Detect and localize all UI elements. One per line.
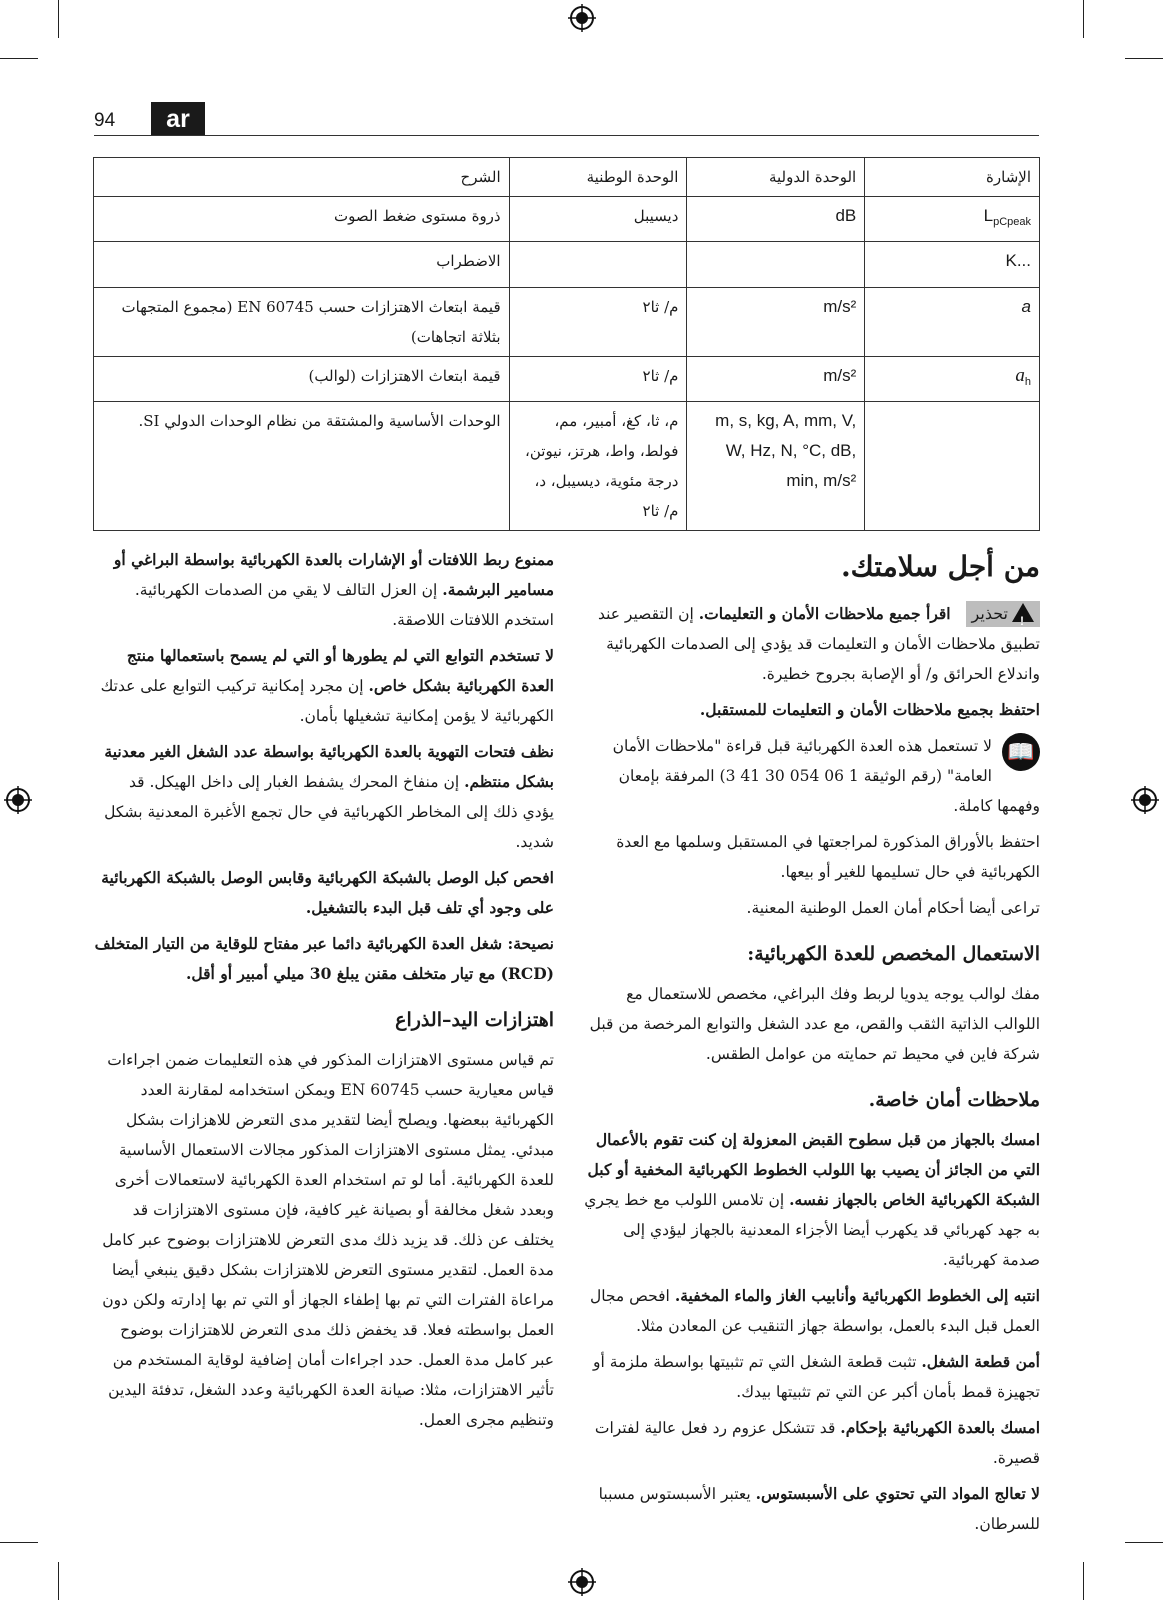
registration-mark-icon [568, 4, 596, 32]
safety-bold-text: امسك بالعدة الكهربائية بإحكام. [840, 1418, 1040, 1437]
safety-text: يعتبر الأسبستوس مسببا للسرطان. [598, 1485, 1040, 1533]
read-manual-text: لا تستعمل هذه العدة الكهربائية قبل قراءة "ملاحظات الأمان العامة" (رقم الوثيقة 1 06 054 30 41 3) المرفقة بإمعان وفهمها كاملة. [612, 737, 1040, 815]
cell-international-unit: dB [687, 197, 865, 242]
section-title-safety: من أجل سلامتك. [840, 550, 1040, 583]
language-tag: ar [151, 102, 205, 136]
safety-paragraph [94, 641, 554, 731]
warning-label: تحذير [971, 604, 1008, 623]
cell-international-unit: m/s² [687, 288, 865, 357]
safety-paragraph [583, 1125, 1040, 1275]
read-manual-paragraph [583, 731, 1040, 821]
cell-description: الوحدات الأساسية والمشتقة من نظام الوحدات الدولي SI. [94, 402, 510, 531]
safety-text: إن مجرد إمكانية تركيب التوابع على عدتك الكهربائية لا يؤمن إمكانية تشغيلها بأمان. [100, 677, 554, 725]
cell-description: الاضطراب [94, 242, 510, 288]
section-title-intended-use: الاستعمال المخصص للعدة الكهربائية: [747, 943, 1040, 965]
symbol-main: L [983, 206, 994, 225]
warning-label-box [966, 601, 1040, 627]
safety-paragraph [94, 545, 554, 635]
header-symbol: الإشارة [865, 158, 1040, 197]
warning-bold-text: اقرأ جميع ملاحظات الأمان و التعليمات. [698, 604, 951, 623]
cell-description: قيمة ابتعاث الاهتزازات حسب EN 60745 (مجموع المتجهات بثلاثة اتجاهات) [94, 288, 510, 357]
crop-mark [0, 1542, 38, 1543]
cell-description: ذروة مستوى ضغط الصوت [94, 197, 510, 242]
keep-documents-text: احتفظ بالأوراق المذكورة لمراجعتها في المستقبل وسلمها مع العدة الكهربائية في حال تسليمها للغير أو بيعها. [616, 833, 1040, 881]
safety-text: قد تتشكل عزوم رد فعل عالية لفترات قصيرة. [594, 1419, 1040, 1467]
table-row [94, 357, 1040, 402]
cell-national-unit: ديسيبل [509, 197, 687, 242]
safety-text: إن العزل التالف لا يقي من الصدمات الكهربائية. استخدم اللافتات اللاصقة. [134, 581, 554, 629]
crop-mark [1083, 1562, 1084, 1600]
rcd-tip-text: نصيحة: شغل العدة الكهربائية دائما عبر مفتاح للوقاية من التيار المتخلف (RCD) مع تيار متخلف مقنن يبلغ 30 ميلي أمبير أو أقل. [94, 934, 554, 983]
cell-symbol [865, 402, 1040, 531]
safety-text: تثبت قطعة الشغل التي تم تثبيتها بواسطة ملزمة أو تجهيزة قمط بأمان أكبر عن التي تم تثبيتها بيدك. [593, 1353, 1040, 1401]
safety-bold-text: امسك بالجهاز من قبل سطوح القبض المعزولة إن كنت تقوم بالأعمال التي من الجائز أن يصيب بها اللولب الخطوط الكهربائية المخفية أو كبل الشبكة الكهربائية الخاص بالجهاز نفسه. [587, 1130, 1040, 1209]
safety-bold-text: انتبه إلى الخطوط الكهربائية وأنابيب الغاز والماء المخفية. [674, 1286, 1040, 1305]
table-row [94, 402, 1040, 531]
safety-paragraph [583, 1413, 1040, 1473]
read-manual-icon: 📖 [1002, 733, 1040, 771]
cell-symbol: a [865, 288, 1040, 357]
header-description: الشرح [94, 158, 510, 197]
safety-bold-text: ممنوع ربط اللافتات أو الإشارات بالعدة الكهربائية بواسطة البراغي أو مسامير البرشمة. [113, 550, 554, 599]
warning-triangle-icon: ! [1012, 603, 1034, 622]
cell-symbol [865, 357, 1040, 402]
left-column [94, 545, 554, 1441]
vibration-text: تم قياس مستوى الاهتزازات المذكور في هذه التعليمات ضمن اجراءات قياس معيارية حسب EN 60745 ويمكن استخدامه لمقارنة العدد الكهربائية ببعضها. ويصلح أيضا لتقدير مدى التعرض للاهزازات بشكل مبدئي. يمثل مستوى الاهتزازات المذكور مجالات الاستعمال الأساسية للعدة الكهربائية. أما لو تم استخدام العدة الكهربائية لاستعمالات أخرى وبعدد شغل مخالفة أو بصيانة غير كافية، فإن مستوى الاهتزازات قد يختلف عن ذلك. قد يزيد ذلك مدى التعرض للاهتزازات بوضوح عبر كامل مدة العمل. لتقدير مستوى التعرض للاهتزازات بشكل دقيق ينبغي أيضا مراعاة الفترات التي تم بها إطفاء الجهاز أو التي تم بها إدارته ولكن دون العمل بواسطته فعلا. قد يخفض ذلك مدى التعرض للاهتزازات بوضوح عبر كامل مدة العمل. حدد اجراءات أمان إضافية لوقاية المستخدم من تأثير الاهتزازات، مثلا: صيانة العدة الكهربائية وعدد الشغل، تدفئة اليدين وتنظيم مجرى العمل. [102, 1051, 554, 1429]
intended-use-text: مفك لوالب يوجه يدويا لربط وفك البراغي، مخصص للاستعمال مع اللوالب الذاتية الثقب والقص، مع عدد الشغل والتوابع المرخصة من قبل شركة فاين في محيط تم حمايته من عوامل الطقس. [589, 985, 1040, 1063]
safety-bold-text: أمن قطعة الشغل. [921, 1352, 1040, 1371]
safety-bold-text: لا تستخدم التوابع التي لم يطورها أو التي لم يسمح باستعمالها منتج العدة الكهربائية بشكل خاص. [126, 646, 554, 695]
cell-symbol: K... [865, 242, 1040, 288]
keep-instructions-text: احتفظ بجميع ملاحظات الأمان و التعليمات للمستقبل. [699, 700, 1040, 719]
cell-national-unit: م/ ثا٢ [509, 357, 687, 402]
cell-symbol [865, 197, 1040, 242]
symbol-subscript: pCpeak [993, 216, 1031, 228]
units-table [93, 157, 1040, 531]
registration-mark-icon [4, 786, 32, 814]
crop-mark [1125, 1542, 1163, 1543]
registration-mark-icon [1131, 786, 1159, 814]
page-number: 94 [94, 110, 116, 131]
safety-text: إن تلامس اللولب مع خط يجري به جهد كهربائي قد يكهرب أيضا الأجزاء المعدنية بالجهاز ليؤدي إلى صدمة كهربائية. [584, 1191, 1040, 1269]
cell-international-unit: m/s² [687, 357, 865, 402]
cell-description: قيمة ابتعاث الاهتزازات (لوالب) [94, 357, 510, 402]
table-row [94, 288, 1040, 357]
table-row [94, 242, 1040, 288]
safety-text: افحص مجال العمل قبل البدء بالعمل، بواسطة جهاز التنقيب عن المعادن مثلا. [589, 1287, 1040, 1335]
header-rule [94, 135, 1039, 136]
cell-national-unit [509, 242, 687, 288]
safety-bold-text: لا تعالج المواد التي تحتوي على الأسبستوس. [755, 1484, 1040, 1503]
safety-paragraph [583, 1479, 1040, 1539]
crop-mark [58, 0, 59, 38]
section-title-vibration: اهتزازات اليد–الذراع [395, 1009, 554, 1031]
cell-international-unit: m, s, kg, A, mm, V, W, Hz, N, °C, dB, min, m/s² [687, 402, 865, 531]
cell-national-unit: م، ثا، كغ، أمبير، مم، فولط، واط، هرتز، نيوتن، درجة مئوية، ديسيبل، د، م/ ثا٢ [509, 402, 687, 531]
warning-text: إن التقصير عند تطبيق ملاحظات الأمان و التعليمات قد يؤدي إلى الصدمات الكهربائية واندلاع الحرائق و/ أو الإصابة بجروح خطيرة. [597, 605, 1040, 683]
cell-national-unit: م/ ثا٢ [509, 288, 687, 357]
crop-mark [0, 58, 38, 59]
warning-paragraph [583, 599, 1040, 689]
crop-mark [58, 1562, 59, 1600]
table-header-row [94, 158, 1040, 197]
safety-text: إن منفاخ المحرك يشفط الغبار إلى داخل الهيكل. قد يؤدي ذلك إلى المخاطر الكهربائية في حال تجمع الأغبرة المعدنية بشكل شديد. [104, 773, 554, 851]
symbol-subscript: h [1024, 376, 1031, 388]
header-international-unit: الوحدة الدولية [687, 158, 865, 197]
cell-international-unit [687, 242, 865, 288]
national-rules-text: تراعى أيضا أحكام أمان العمل الوطنية المعنية. [746, 899, 1040, 917]
crop-mark [1125, 58, 1163, 59]
header-national-unit: الوحدة الوطنية [509, 158, 687, 197]
crop-mark [1083, 0, 1084, 38]
table-row [94, 197, 1040, 242]
safety-paragraph [583, 1347, 1040, 1407]
section-title-special-safety: ملاحظات أمان خاصة. [868, 1089, 1040, 1111]
registration-mark-icon [568, 1568, 596, 1596]
safety-bold-text: نظف فتحات التهوية بالعدة الكهربائية بواسطة عدد الشغل الغير معدنية بشكل منتظم. [104, 742, 554, 791]
safety-bold-text: افحص كبل الوصل بالشبكة الكهربائية وقابس الوصل بالشبكة الكهربائية على وجود أي تلف قبل البدء بالتشغيل. [101, 868, 554, 917]
right-column [583, 545, 1040, 1545]
safety-paragraph [583, 1281, 1040, 1341]
symbol-main: a [1015, 365, 1025, 386]
safety-paragraph [94, 737, 554, 857]
